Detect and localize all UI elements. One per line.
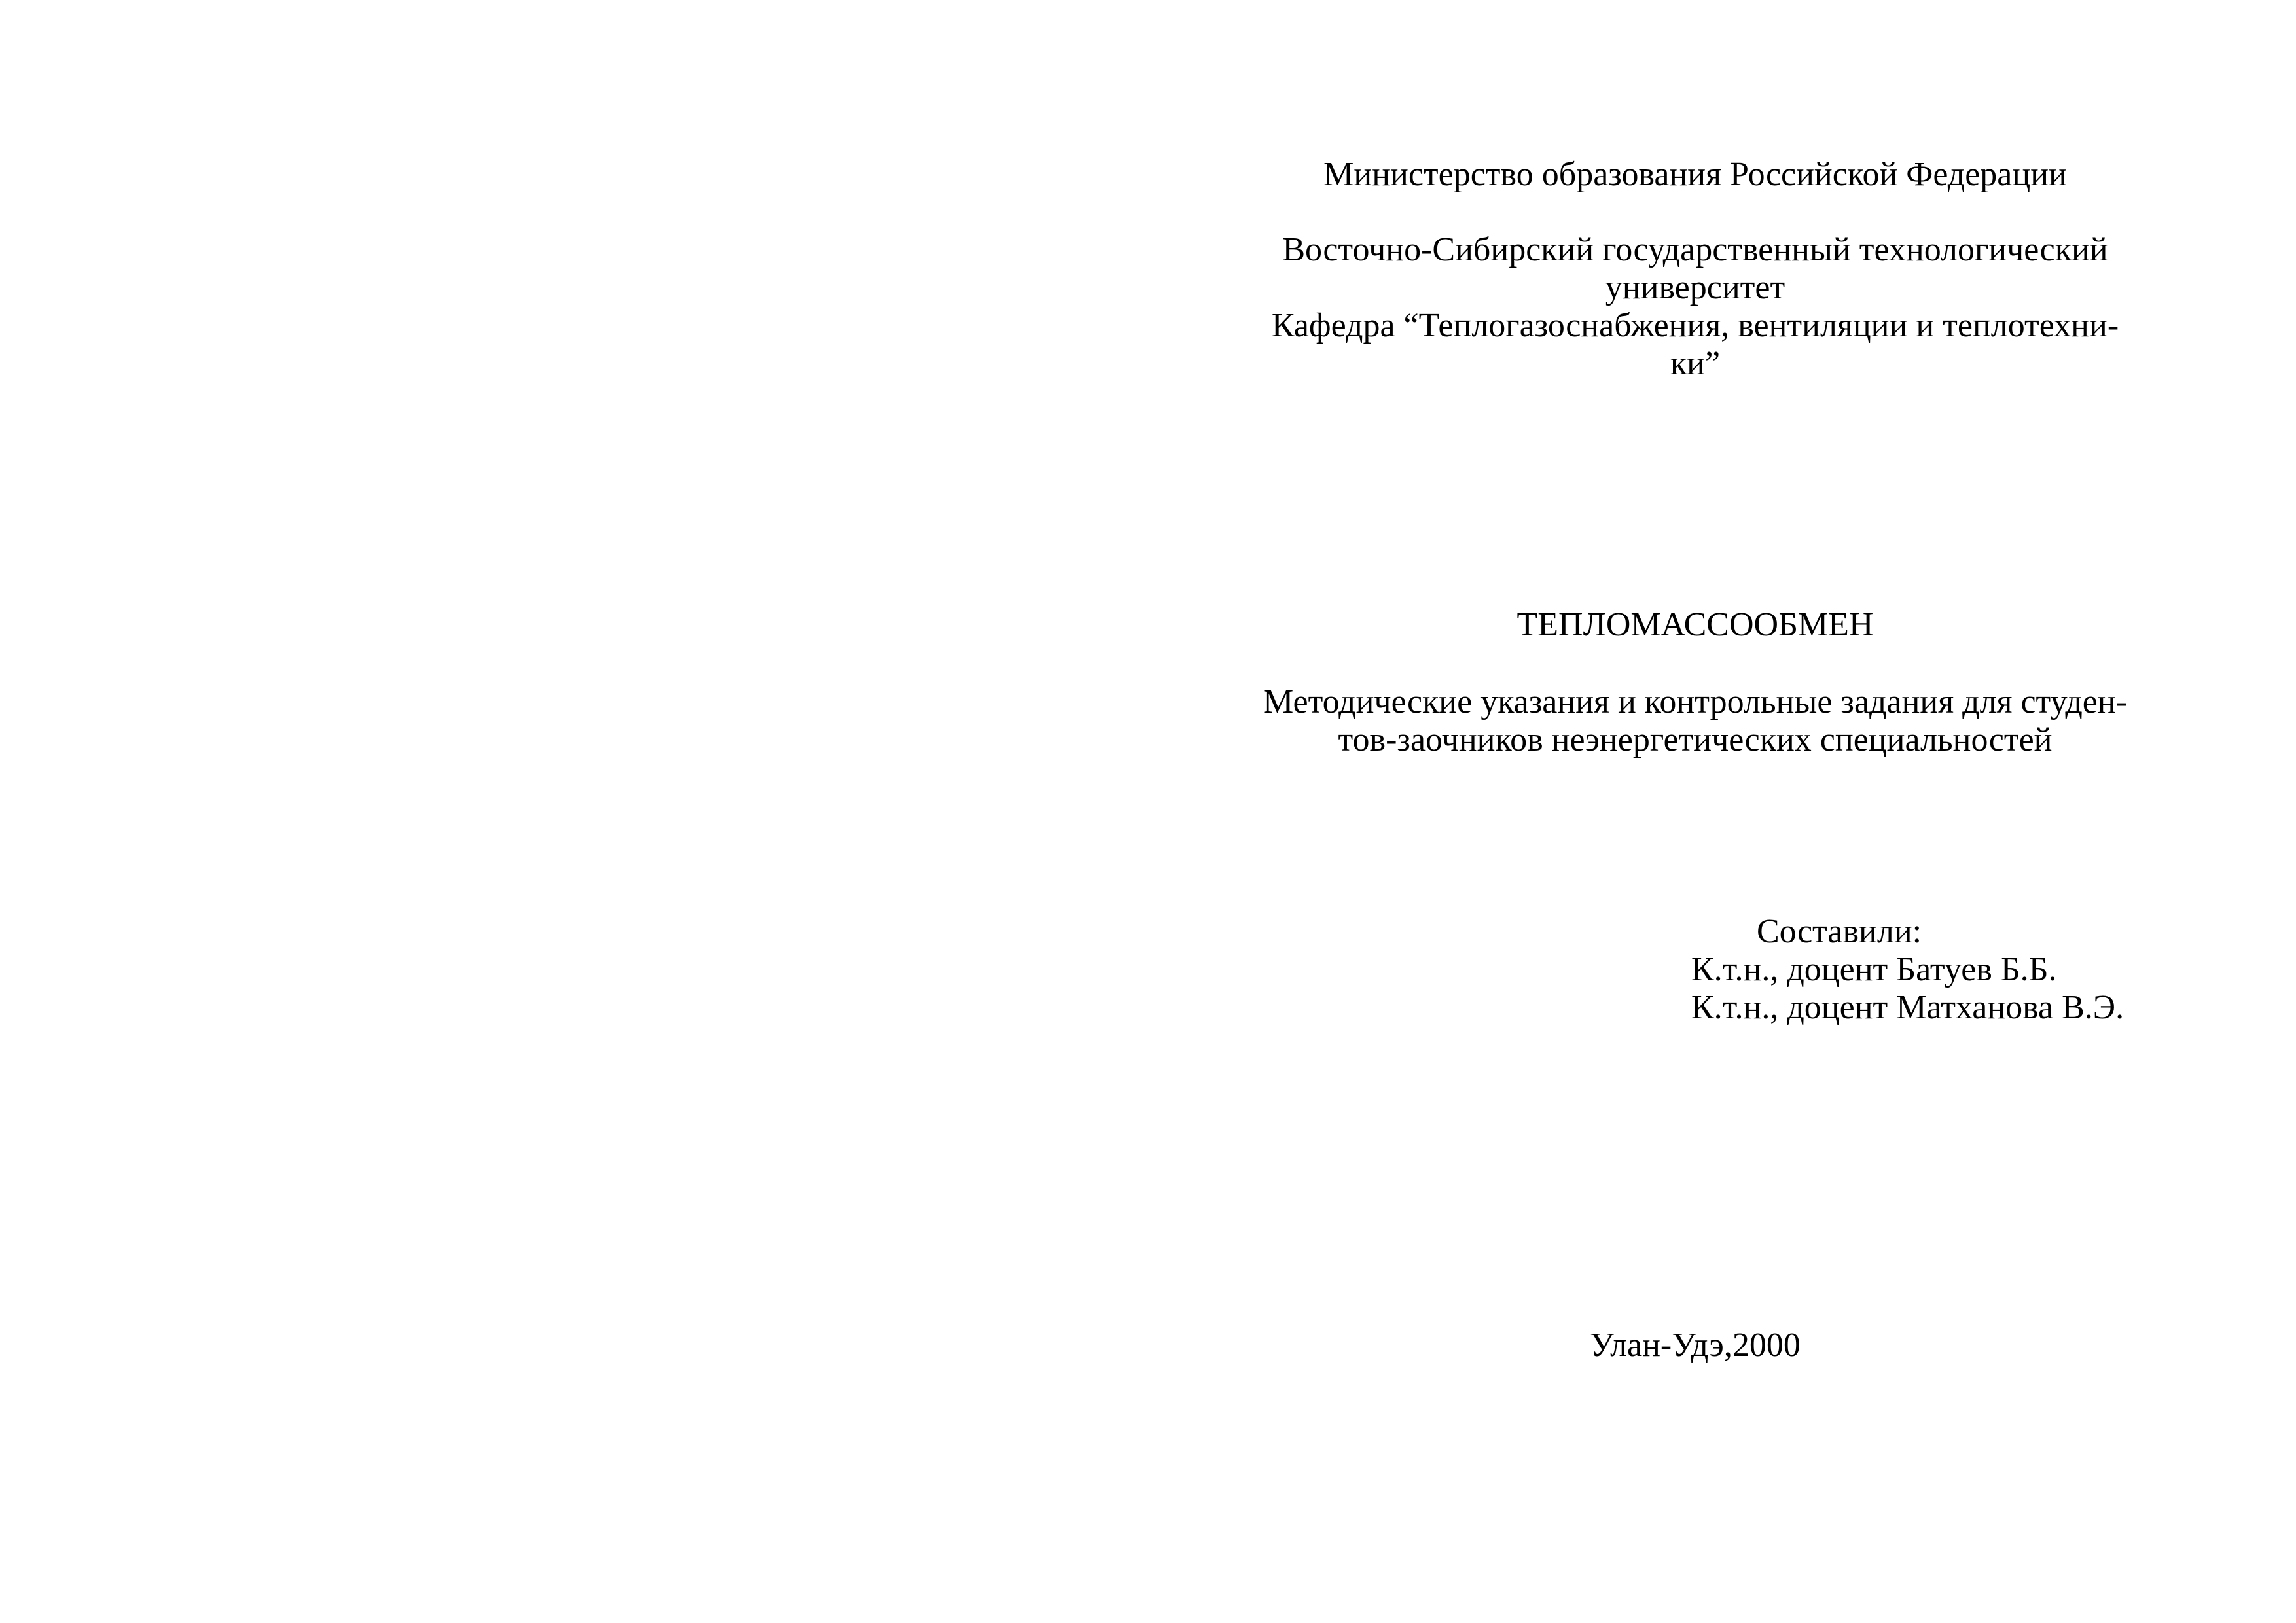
city-year: Улан-Удэ,2000 bbox=[1590, 1327, 1801, 1364]
department-line-2: ки” bbox=[1670, 345, 1721, 382]
authors-heading: Составили: bbox=[1757, 913, 1922, 950]
subtitle-line-1: Методические указания и контрольные задания для студен- bbox=[1263, 683, 2128, 721]
ministry-line: Министерство образования Российской Федерации bbox=[1323, 156, 2067, 193]
subtitle-line-2: тов-заочников неэнергетических специальностей bbox=[1338, 721, 2053, 758]
university-line-1: Восточно-Сибирский государственный технологический bbox=[1282, 231, 2108, 268]
department-line-1: Кафедра “Теплогазоснабжения, вентиляции и теплотехни- bbox=[1271, 307, 2119, 344]
document-title: ТЕПЛОМАССООБМЕН bbox=[1516, 606, 1874, 643]
author-1: К.т.н., доцент Батуев Б.Б. bbox=[1691, 951, 2057, 988]
university-line-2: университет bbox=[1605, 269, 1785, 306]
author-2: К.т.н., доцент Матханова В.Э. bbox=[1691, 989, 2125, 1026]
